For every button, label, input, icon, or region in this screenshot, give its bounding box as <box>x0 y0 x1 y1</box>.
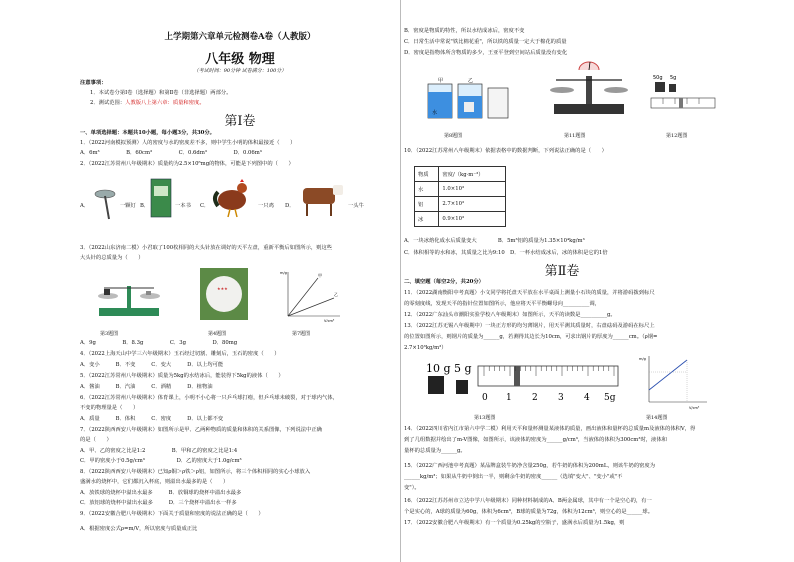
question-line: 15．（2022广西河池中考真题）某品牌盒装牛奶净含量250g，若牛奶的体积为200mL，则该牛奶的密度为 <box>404 463 656 469</box>
question-options: A．酱油 B．汽油 C．酒精 D．植物油 <box>80 384 213 390</box>
q7-graph <box>280 268 342 322</box>
q12-weight: 50g <box>653 75 663 81</box>
option-letter: C． <box>200 203 210 209</box>
question-line: 的是（ ） <box>80 437 112 443</box>
question-line: 量杯的总质量为______g。 <box>404 448 466 454</box>
question-line: 5．（2022江苏常州八年级期末）质量为5kg的水结冰后，能装得下5kg的液体（ ） <box>80 373 284 379</box>
q12-weight: 5g <box>670 75 677 81</box>
q13-scale-label: 3 <box>558 393 564 403</box>
question-options: A．质量 B．体积 C．密度 D．以上都不变 <box>80 416 224 422</box>
table-row <box>415 167 506 182</box>
question-line: 10．（2022江苏常州八年级期末）依据表格中的数据判断，下列说法正确的是（ ） <box>404 148 607 154</box>
balance-scale-image <box>94 270 164 320</box>
question-options: C．体积相等的水和冰，其质量之比为9:10 D．一杯水结成冰后，冰的体积是它的1倍 <box>404 250 608 256</box>
note-item-highlight: 人教版八上第六章：质量和密度。 <box>125 100 205 106</box>
question-options: A．一块冰熔化成水后质量变大 B．5m³铝的质量为1.35×10⁴kg/m³ <box>404 238 585 244</box>
table-header-cell: 密度/（kg·m⁻³） <box>439 167 506 182</box>
section-heading: 一、单项选择题：本题共10小题，每小题3分，共30分。 <box>80 130 215 136</box>
option-label: 一头牛 <box>348 203 364 209</box>
question-options: A．9g B．8.3g C．3g D．80mg <box>80 340 238 346</box>
table-row <box>415 197 506 212</box>
question-line: 不变的物理量是（ ） <box>80 405 139 411</box>
option-label: 一只鸡 <box>258 203 274 209</box>
option-label: 一颗钉 <box>120 203 136 209</box>
question-line: 17．（2022安徽合肥八年级期末）有一个质量为0.25kg的空瓶子，盛满水后质量为1.5kg，则 <box>404 520 625 526</box>
weights-and-rule-image <box>424 358 624 408</box>
question-line: 16．（2022江苏苏州市立达中学八年级期末）同种材料制成的A、B两金属球，其中有一个是空心的，有一 <box>404 498 652 504</box>
question-line: 2．（2022江苏常州八年级期末）质量约为2.5×10⁶mg的物体，可能是下列图中的（ ） <box>80 161 294 167</box>
left-column <box>80 0 400 562</box>
q7-axis-y: m/g <box>280 271 287 275</box>
q14-graph <box>639 352 711 410</box>
question-line: 9．（2022安徽合肥八年级期末）下面关于质量和密度的说法正确的是（ ） <box>80 511 264 517</box>
question-line: 盛满水的烧杯中，它们都沉入杯底，则溢出水最多的是（ ） <box>80 479 229 485</box>
exam-title: 上学期第六章单元检测卷A卷（人教版） <box>164 32 316 42</box>
section-heading: 二、填空题（每空2分，共20分） <box>404 279 484 285</box>
beakers-image <box>424 66 514 122</box>
question-line: 14．（2022四川省内江市第六中学二模）利用天平和量杯测量某液体的质量，画出液体和量杯的总质量m及液体的体积V，得 <box>404 426 696 432</box>
q14-axis-x: V/cm³ <box>689 406 700 410</box>
table-cell: 铝 <box>415 197 439 212</box>
q7-series-label: 乙 <box>334 292 338 297</box>
question-line: 8．（2022陕西西安八年级期末）已知ρ铜＞ρ铁＞ρ铝，如图所示，将三个体积相同的实心小球放入 <box>80 469 311 475</box>
figure-caption: 第4题图 <box>208 331 227 337</box>
q7-axis-x: V/cm³ <box>324 319 335 322</box>
q13-scale-label: 4 <box>584 393 590 403</box>
q13-scale-label: 0 <box>482 393 488 403</box>
notes-heading: 注意事项： <box>80 80 107 86</box>
question-line: 11．（2022湖南衡阳中考真题）小文同学将托盘天平放在水平桌面上测量小石块的质量，并将游码拨到标尺 <box>404 290 655 296</box>
option-letter: D． <box>285 203 295 209</box>
question-line: 到了几组数据并绘出了m-V图像，如图所示，该液体的密度为______g/cm³，当液体的体积为300cm³时，液体和 <box>404 437 667 443</box>
q8-label: 甲 <box>438 78 444 84</box>
option-letter: A． <box>80 203 90 209</box>
table-row <box>415 182 506 197</box>
figure-caption: 第7题图 <box>292 331 311 337</box>
question-options: D．密度是指物体所含物质的多少，王亚平登到空间站后质量没有变化 <box>404 50 568 56</box>
part1-heading: 第Ⅰ卷 <box>224 114 256 129</box>
question-line: 2.7×10³kg/m³） <box>404 345 447 351</box>
q13-scale-label: 2 <box>532 393 538 403</box>
question-options: B．密度是物质的特性，所以水结成冰后，密度不变 <box>404 28 525 34</box>
table-cell: 冰 <box>415 212 439 227</box>
question-line: 大头针的总质量为（ ） <box>80 255 144 261</box>
column-divider <box>400 0 401 562</box>
q13-weight: 10 g <box>426 362 451 375</box>
question-line: 3．（2022山东济南二模）小君取了100枚相同的大头针放在调好的天平左盘，重新平衡后如图所示，则这些 <box>80 245 333 251</box>
right-column <box>404 0 720 562</box>
question-options: C．放铝球的烧杯中溢出水最多 D．三个烧杯中溢出水一样多 <box>80 500 237 506</box>
figure-caption: 第11题图 <box>564 133 586 139</box>
part2-heading: 第Ⅱ卷 <box>544 264 580 279</box>
question-options: A．6m³ B．60cm³ C．0.6dm³ D．0.06m³ <box>80 150 262 156</box>
option-letter: B． <box>140 203 150 209</box>
question-line: 12．（2022广东汕头市潮阳实验学校八年级期末）如图所示，天平的读数是__________g。 <box>404 312 616 318</box>
question-line: 4．（2022上海天山中学三六年级期末）玉石经过切割、雕刻后，玉石的密度（ ） <box>80 351 280 357</box>
question-line: 个是实心的，A球的质量为60g，体积为6cm³，B球的质量为72g，体积为12cm³，则空心的是______球。 <box>404 509 654 515</box>
book-image <box>150 178 172 218</box>
cow-image <box>295 180 345 218</box>
question-line: 的位置如图所示，则钢片的质量为______g，若测得其边长为10cm，可求出钢片的厚度为______cm。（ρ钢= <box>404 334 658 340</box>
table-cell: 水 <box>415 182 439 197</box>
q8-label: 乙 <box>468 78 474 84</box>
question-options: C．日常生活中常说"铁比棉花重"，所以铁的质量一定大于棉花的质量 <box>404 39 567 45</box>
note-item: 1．本试卷分第Ⅰ卷（选择题）和第Ⅱ卷（非选择题）两部分。 <box>90 90 232 96</box>
balance-pointer-image <box>544 60 634 120</box>
question-line: 6．（2022江苏常州八年级期末）体育课上，小明不小心将一只乒乓球打瘪，但乒乓球未破裂，对于球内气体， <box>80 395 338 401</box>
table-header-cell: 物质 <box>415 167 439 182</box>
svg-text:★★★: ★★★ <box>217 286 228 291</box>
figure-caption: 第8题图 <box>444 133 463 139</box>
q14-axis-y: m/g <box>639 357 646 361</box>
note-item <box>90 100 205 107</box>
question-options: C．甲的密度小于0.5g/cm³ D．乙的密度大于1.0g/cm³ <box>80 458 242 464</box>
note-item-label: 2．测试范围： <box>90 100 126 106</box>
pingpong-ball-image <box>200 268 248 320</box>
table-cell: 2.7×10³ <box>439 197 506 212</box>
q8-label: 水 <box>432 110 438 116</box>
figure-caption: 第14题图 <box>646 415 668 421</box>
question-line: 7．（2022陕西西安八年级期末）如图所示是甲、乙两种物质的质量和体积的关系图像，下列说法中正确 <box>80 427 322 433</box>
table-row <box>415 212 506 227</box>
question-line: 13．（2022江苏无锡八年级期中）一块正方形的均匀薄钢片，用天平测其质量时，右盘砝码及游码在标尺上 <box>404 323 655 329</box>
q13-scale-label: 5g <box>604 393 616 403</box>
question-options: A．放铁球的烧杯中溢出水最多 B．放铜球的烧杯中溢出水最多 <box>80 490 242 496</box>
figure-caption: 第13题图 <box>474 415 496 421</box>
table-cell: 1.0×10³ <box>439 182 506 197</box>
option-label: 一本书 <box>175 203 191 209</box>
q7-series-label: 甲 <box>318 273 322 278</box>
question-options: A．变小 B．不变 C．变大 D．以上均可能 <box>80 362 224 368</box>
exam-subtitle: 八年级 物理 <box>205 52 275 67</box>
question-line: 1．（2022河南模拟预测）人的密度与水的密度差不多，则中学生小明的体积最接近（ ） <box>80 140 296 146</box>
figure-caption: 第12题图 <box>666 133 688 139</box>
q13-weight: 5 g <box>454 362 472 375</box>
question-line: ______kg/m³；如果从牛奶中倒出一半，则剩余牛奶的密度______（选填"变大"、"变小"或"不 <box>404 474 623 480</box>
question-options: A．甲、乙的密度之比是1:2 B．甲和乙的密度之比是1:4 <box>80 448 238 454</box>
question-line: 的零刻度线，发现天平的指针位置如图所示，他应将天平平衡螺母向__________调， <box>404 301 600 307</box>
density-table <box>414 166 506 227</box>
nail-image <box>92 185 118 221</box>
question-options: A．根据密度公式ρ=m/V，所以密度与质量成正比 <box>80 526 198 532</box>
figure-caption: 第3题图 <box>100 331 119 337</box>
rooster-image <box>210 178 254 218</box>
question-line: 变"）。 <box>404 485 420 491</box>
q13-scale-label: 1 <box>506 393 512 403</box>
weights-scale-image <box>649 70 719 116</box>
time-note: （考试时间：90分钟 试卷满分：100分） <box>193 68 287 74</box>
table-cell: 0.9×10³ <box>439 212 506 227</box>
